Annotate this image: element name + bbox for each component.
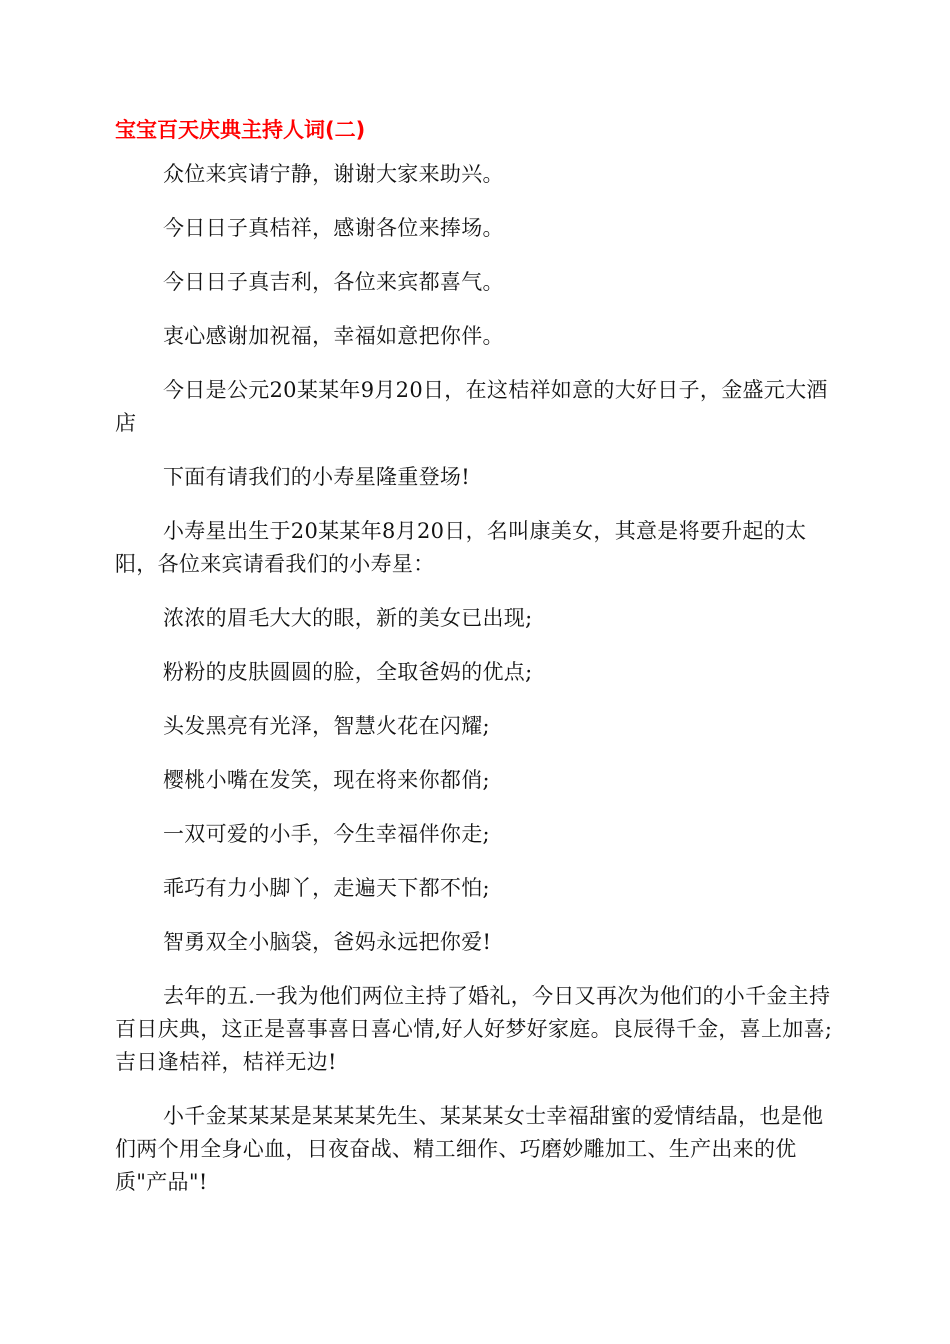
paragraph: 浓浓的眉毛大大的眼，新的美女已出现; <box>163 606 533 630</box>
paragraph: 头发黑亮有光泽，智慧火花在闪耀; <box>163 714 490 738</box>
paragraph: 一双可爱的小手，今生幸福伴你走; <box>163 822 490 846</box>
paragraph: 下面有请我们的小寿星隆重登场! <box>163 465 470 489</box>
paragraph: 今日是公元20某某年9月20日，在这桔祥如意的大好日子，金盛元大酒店 <box>115 378 828 435</box>
paragraph: 今日日子真吉利，各位来宾都喜气。 <box>163 270 504 294</box>
paragraph: 小千金某某某是某某某先生、某某某女士幸福甜蜜的爱情结晶，也是他们两个用全身心血，日夜奋战、精工细作、巧磨妙雕加工、生产出来的优质"产品"! <box>115 1104 824 1194</box>
paragraph: 去年的五.一我为他们两位主持了婚礼，今日又再次为他们的小千金主持百日庆典，这正是喜事喜日喜心情,好人好梦好家庭。良辰得千金，喜上加喜;吉日逢桔祥，桔祥无边! <box>115 984 833 1074</box>
paragraph: 乖巧有力小脚丫，走遍天下都不怕; <box>163 876 490 900</box>
paragraph: 粉粉的皮肤圆圆的脸，全取爸妈的优点; <box>163 660 533 684</box>
document-title: 宝宝百天庆典主持人词(二) <box>115 118 366 142</box>
paragraph: 今日日子真桔祥，感谢各位来捧场。 <box>163 216 504 240</box>
paragraph: 众位来宾请宁静，谢谢大家来助兴。 <box>163 162 504 186</box>
paragraph: 衷心感谢加祝福，幸福如意把你伴。 <box>163 324 504 348</box>
document-body <box>115 158 835 1220</box>
paragraph: 智勇双全小脑袋，爸妈永远把你爱! <box>163 930 492 954</box>
paragraph: 樱桃小嘴在发笑，现在将来你都俏; <box>163 768 490 792</box>
paragraph: 小寿星出生于20某某年8月20日，名叫康美女，其意是将要升起的太阳，各位来宾请看我们的小寿星： <box>115 519 807 576</box>
